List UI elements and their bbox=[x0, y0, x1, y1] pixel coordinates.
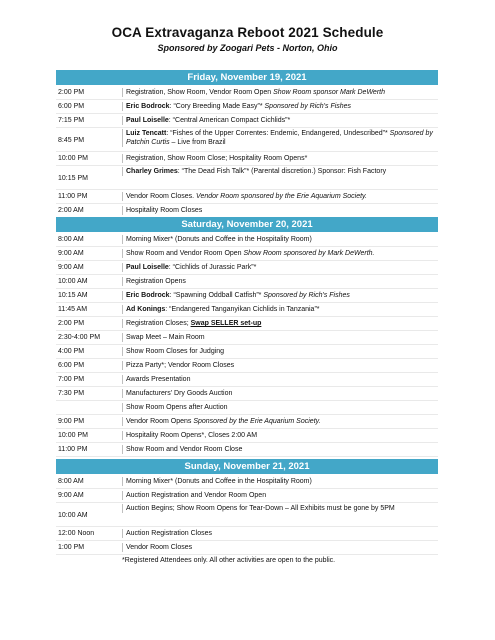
description-segment: Manufacturers' Dry Goods Auction bbox=[126, 390, 233, 397]
description-segment: Sponsored by Rich's Fishes bbox=[264, 103, 352, 110]
description-segment: Vendor Room Closes. bbox=[126, 193, 197, 200]
schedule-friday bbox=[56, 86, 438, 218]
schedule-description bbox=[122, 477, 438, 486]
schedule-row bbox=[56, 303, 438, 317]
description-segment: Show Room Opens after Auction bbox=[126, 404, 228, 411]
schedule-time: 4:00 PM bbox=[58, 348, 85, 355]
schedule-row bbox=[56, 152, 438, 166]
description-segment: Eric Bodrock bbox=[126, 292, 170, 299]
description-segment: – Live from Brazil bbox=[169, 139, 226, 146]
schedule-row bbox=[56, 373, 438, 387]
schedule-row bbox=[56, 429, 438, 443]
schedule-time: 2:00 PM bbox=[58, 320, 85, 327]
schedule-time: 8:00 AM bbox=[58, 478, 84, 485]
schedule-row bbox=[56, 387, 438, 401]
schedule-time: 9:00 PM bbox=[58, 418, 85, 425]
description-segment: Registration, Show Room Close; Hospitality Room Opens* bbox=[126, 155, 308, 162]
schedule-description bbox=[122, 491, 438, 500]
schedule-row bbox=[56, 247, 438, 261]
footnote: *Registered Attendees only. All other activities are open to the public. bbox=[122, 557, 336, 564]
schedule-row bbox=[56, 331, 438, 345]
description-segment: : “Cory Breeding Made Easy”* bbox=[169, 103, 265, 110]
description-segment: Sponsored by Patchin Curtis bbox=[126, 130, 433, 146]
schedule-row bbox=[56, 527, 438, 541]
schedule-time: 11:45 AM bbox=[58, 306, 88, 313]
description-segment: : “Central American Compact Cichlids”* bbox=[168, 117, 291, 124]
schedule-time: 10:15 AM bbox=[58, 292, 88, 299]
description-segment: Morning Mixer* (Donuts and Coffee in the Hospitality Room) bbox=[126, 478, 312, 485]
schedule-description bbox=[122, 403, 438, 412]
schedule-time: 10:00 AM bbox=[58, 278, 88, 285]
schedule-description bbox=[122, 445, 438, 454]
description-segment: Show Room Closes for Judging bbox=[126, 348, 225, 355]
schedule-description bbox=[122, 504, 438, 513]
description-segment: Sponsored by Rich's Fishes bbox=[263, 292, 350, 299]
schedule-time: 11:00 PM bbox=[58, 446, 88, 453]
schedule-row bbox=[56, 289, 438, 303]
schedule-time: 6:00 PM bbox=[58, 362, 85, 369]
schedule-description bbox=[122, 235, 438, 244]
schedule-description bbox=[122, 333, 438, 342]
schedule-row bbox=[56, 359, 438, 373]
schedule-row bbox=[56, 401, 438, 415]
description-segment: Charley Grimes bbox=[126, 168, 178, 175]
description-segment: Vendor Room Closes bbox=[126, 544, 193, 551]
description-segment: Paul Loiselle bbox=[126, 117, 169, 124]
schedule-description bbox=[122, 192, 438, 201]
schedule-description bbox=[122, 361, 438, 370]
schedule-time: 10:15 PM bbox=[58, 175, 88, 182]
description-segment: Registration Opens bbox=[126, 278, 186, 285]
description-segment: Swap SELLER set-up bbox=[190, 320, 262, 327]
page-subtitle: Sponsored by Zoogari Pets - Norton, Ohio bbox=[157, 43, 338, 53]
schedule-description bbox=[122, 206, 438, 215]
schedule-time: 9:00 AM bbox=[58, 492, 84, 499]
schedule-time: 2:00 AM bbox=[58, 207, 84, 214]
schedule-row bbox=[56, 100, 438, 114]
schedule-time: 10:00 PM bbox=[58, 432, 88, 439]
schedule-time: 7:00 PM bbox=[58, 376, 85, 383]
schedule-description bbox=[122, 347, 438, 356]
description-segment: : “Spawning Oddball Catfish”* bbox=[169, 292, 264, 299]
schedule-description bbox=[122, 129, 438, 147]
schedule-time: 6:00 PM bbox=[58, 103, 85, 110]
schedule-row bbox=[56, 317, 438, 331]
schedule-time: 11:00 PM bbox=[58, 193, 88, 200]
description-segment: Show Room sponsor Mark DeWerth bbox=[273, 89, 385, 96]
schedule-row bbox=[56, 489, 438, 503]
schedule-row bbox=[56, 275, 438, 289]
description-segment: : “Endangered Tanganyikan Cichlids in Tanzania”* bbox=[165, 306, 320, 313]
description-segment: Show Room and Vendor Room Open bbox=[126, 250, 244, 257]
description-segment: Swap Meet – Main Room bbox=[126, 334, 205, 341]
description-segment: Auction Registration and Vendor Room Open bbox=[126, 492, 267, 499]
description-segment: : “Cichlids of Jurassic Park”* bbox=[168, 264, 257, 271]
schedule-row bbox=[56, 233, 438, 247]
schedule-description bbox=[122, 102, 438, 111]
schedule-sunday bbox=[56, 475, 438, 555]
schedule-row bbox=[56, 114, 438, 128]
schedule-description bbox=[122, 529, 438, 538]
description-segment: Hospitality Room Closes bbox=[126, 207, 203, 214]
day-heading-saturday: Saturday, November 20, 2021 bbox=[56, 217, 438, 232]
schedule-description bbox=[122, 417, 438, 426]
schedule-time: 10:00 AM bbox=[58, 512, 88, 519]
schedule-row bbox=[56, 345, 438, 359]
schedule-time: 8:45 PM bbox=[58, 137, 85, 144]
description-segment: Auction Begins; Show Room Opens for Tear-Down – All Exhibits must be gone by 5PM bbox=[126, 505, 395, 512]
schedule-description bbox=[122, 154, 438, 163]
schedule-saturday bbox=[56, 233, 438, 457]
description-segment: Registration, Show Room, Vendor Room Open bbox=[126, 89, 274, 96]
description-segment: Vendor Room Opens bbox=[126, 418, 194, 425]
schedule-row bbox=[56, 415, 438, 429]
description-segment: Registration Closes; bbox=[126, 320, 191, 327]
description-segment: Paul Loiselle bbox=[126, 264, 169, 271]
schedule-time: 7:30 PM bbox=[58, 390, 85, 397]
description-segment: Morning Mixer* (Donuts and Coffee in the Hospitality Room) bbox=[126, 236, 312, 243]
description-segment: Awards Presentation bbox=[126, 376, 191, 383]
description-segment: Show Room and Vendor Room Close bbox=[126, 446, 243, 453]
description-segment: Luiz Tencatt bbox=[126, 130, 167, 137]
schedule-description bbox=[122, 543, 438, 552]
schedule-row bbox=[56, 475, 438, 489]
schedule-time: 1:00 PM bbox=[58, 544, 85, 551]
schedule-row bbox=[56, 128, 438, 152]
schedule-row bbox=[56, 86, 438, 100]
description-segment: Sponsored by the Erie Aquarium Society. bbox=[193, 418, 321, 425]
schedule-time: 2:00 PM bbox=[58, 89, 85, 96]
schedule-description bbox=[122, 431, 438, 440]
description-segment: Show Room sponsored by Mark DeWerth. bbox=[243, 250, 375, 257]
page-title: OCA Extravaganza Reboot 2021 Schedule bbox=[111, 25, 384, 40]
schedule-description bbox=[122, 319, 438, 328]
description-segment: Ad Konings bbox=[126, 306, 166, 313]
schedule-row bbox=[56, 503, 438, 527]
schedule-description bbox=[122, 249, 438, 258]
description-segment: Eric Bodrock bbox=[126, 103, 170, 110]
schedule-row bbox=[56, 443, 438, 457]
schedule-time: 10:00 PM bbox=[58, 155, 88, 162]
schedule-time: 9:00 AM bbox=[58, 264, 84, 271]
schedule-description bbox=[122, 291, 438, 300]
schedule-time: 2:30-4:00 PM bbox=[58, 334, 101, 341]
day-heading-friday: Friday, November 19, 2021 bbox=[56, 70, 438, 85]
schedule-row bbox=[56, 166, 438, 190]
schedule-row bbox=[56, 541, 438, 555]
schedule-time: 9:00 AM bbox=[58, 250, 84, 257]
schedule-time: 8:00 AM bbox=[58, 236, 84, 243]
description-segment: : “The Dead Fish Talk”* (Parental discretion.) Sponsor: Fish Factory bbox=[177, 168, 387, 175]
description-segment: Pizza Party*; Vendor Room Closes bbox=[126, 362, 235, 369]
description-segment: Vendor Room sponsored by the Erie Aquarium Society. bbox=[196, 193, 367, 200]
schedule-description bbox=[122, 389, 438, 398]
schedule-row bbox=[56, 261, 438, 275]
schedule-description bbox=[122, 375, 438, 384]
schedule-description bbox=[122, 167, 438, 176]
schedule-time: 12:00 Noon bbox=[58, 530, 95, 537]
schedule-row bbox=[56, 204, 438, 218]
schedule-description bbox=[122, 88, 438, 97]
schedule-row bbox=[56, 190, 438, 204]
description-segment: Hospitality Room Opens*, Closes 2:00 AM bbox=[126, 432, 258, 439]
day-heading-sunday: Sunday, November 21, 2021 bbox=[56, 459, 438, 474]
schedule-description bbox=[122, 277, 438, 286]
schedule-description bbox=[122, 263, 438, 272]
description-segment: : “Fishes of the Upper Correntes: Endemic, Endangered, Undescribed”* bbox=[166, 130, 390, 137]
description-segment: Auction Registration Closes bbox=[126, 530, 212, 537]
schedule-time: 7:15 PM bbox=[58, 117, 85, 124]
schedule-description bbox=[122, 305, 438, 314]
schedule-description bbox=[122, 116, 438, 125]
